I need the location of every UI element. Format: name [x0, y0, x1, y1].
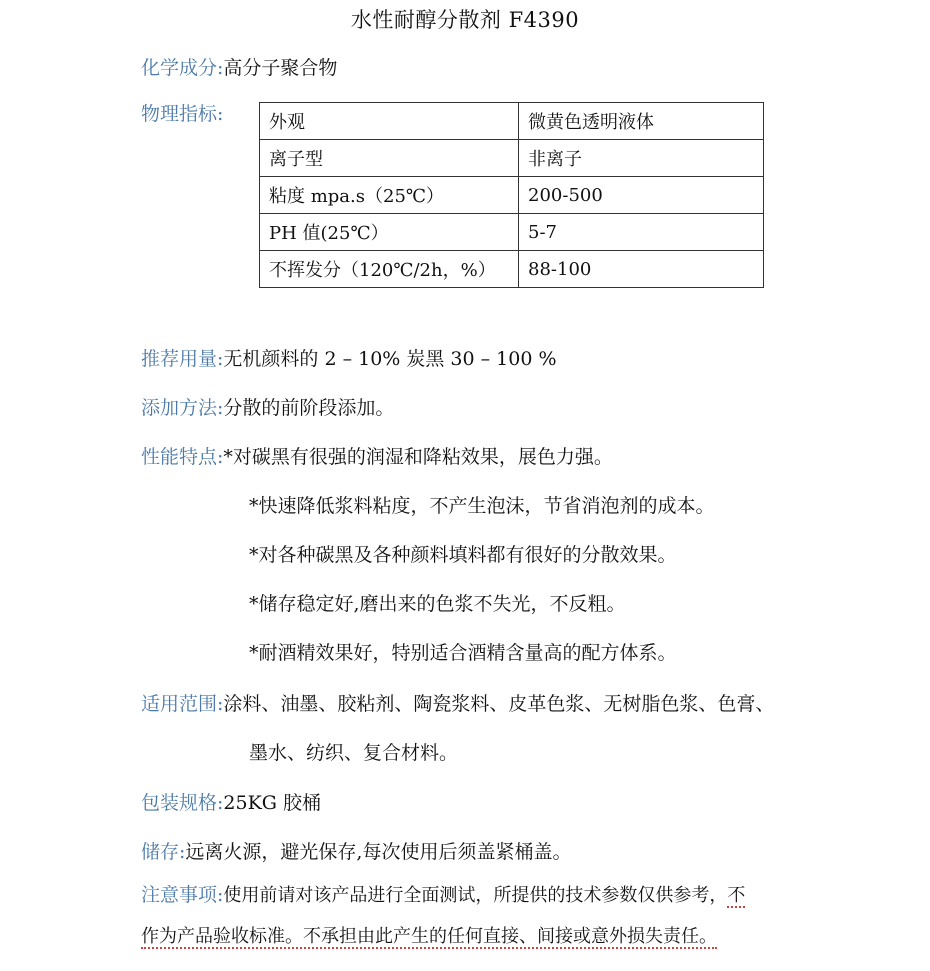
table-row: [260, 140, 764, 177]
notes-line-2-text: 作为产品验收标准。不承担由此产生的任何直接、间接或意外损失责任。: [141, 926, 717, 947]
feature-item: *储存稳定好,磨出来的色浆不失光，不反粗。: [249, 593, 626, 615]
notes-line-1: 使用前请对该产品进行全面测试，所提供的技术参数仅供参考，: [223, 885, 728, 906]
feature-item: *耐酒精效果好，特别适合酒精含量高的配方体系。: [249, 642, 677, 664]
scope-label: 适用范围:: [141, 693, 224, 715]
dosage-value: 无机颜料的 2 – 10% 炭黑 30 – 100 %: [223, 348, 557, 370]
storage-label: 储存:: [141, 841, 186, 863]
packaging-value: 25KG 胶桶: [223, 792, 321, 814]
table-row: [260, 251, 764, 288]
document-title: 水性耐醇分散剂 F4390: [350, 8, 580, 32]
storage-row: [141, 843, 571, 862]
notes-label: 注意事项:: [141, 884, 224, 906]
table-row: [260, 177, 764, 214]
feature-item: *快速降低浆料粘度，不产生泡沫，节省消泡剂的成本。: [249, 495, 715, 517]
spec-value: 非离子: [519, 140, 764, 177]
dosage-label: 推荐用量:: [141, 348, 224, 370]
spec-value: 200-500: [519, 177, 764, 214]
packaging-label: 包装规格:: [141, 792, 224, 814]
physical-label: 物理指标:: [141, 103, 224, 125]
table-row: [260, 103, 764, 140]
dosage-row: [141, 350, 557, 369]
feature-item: *对碳黑有很强的润湿和降粘效果，展色力强。: [223, 446, 613, 468]
spec-key: 不挥发分（120℃/2h，%）: [260, 251, 519, 288]
scope-line-1: 涂料、油墨、胶粘剂、陶瓷浆料、皮革色浆、无树脂色浆、色膏、: [223, 693, 775, 715]
method-label: 添加方法:: [141, 397, 224, 419]
feature-item: *对各种碳黑及各种颜料填料都有很好的分散效果。: [249, 544, 677, 566]
method-row: [141, 399, 394, 418]
packaging-row: [141, 794, 321, 813]
spec-value: 88-100: [519, 251, 764, 288]
features-label: 性能特点:: [141, 446, 224, 468]
chemical-row: [141, 59, 337, 78]
scope-row: [141, 695, 774, 714]
storage-value: 远离火源，避光保存,每次使用后须盖紧桶盖。: [185, 841, 572, 863]
chemical-value: 高分子聚合物: [223, 57, 338, 79]
method-value: 分散的前阶段添加。: [223, 397, 395, 419]
spec-key: PH 值(25℃）: [260, 214, 519, 251]
spec-key: 离子型: [260, 140, 519, 177]
notes-line-1-end: 不: [727, 885, 746, 906]
physical-label-row: [141, 105, 223, 124]
notes-line-2: [141, 928, 717, 946]
notes-row: [141, 886, 745, 905]
spec-key: 粘度 mpa.s（25℃）: [260, 177, 519, 214]
features-row: [141, 448, 613, 467]
spec-value: 微黄色透明液体: [519, 103, 764, 140]
scope-line-2: 墨水、纺织、复合材料。: [249, 742, 459, 764]
physical-spec-table: [259, 102, 764, 288]
spec-key: 外观: [260, 103, 519, 140]
chemical-label: 化学成分:: [141, 57, 224, 79]
spec-value: 5-7: [519, 214, 764, 251]
table-row: [260, 214, 764, 251]
